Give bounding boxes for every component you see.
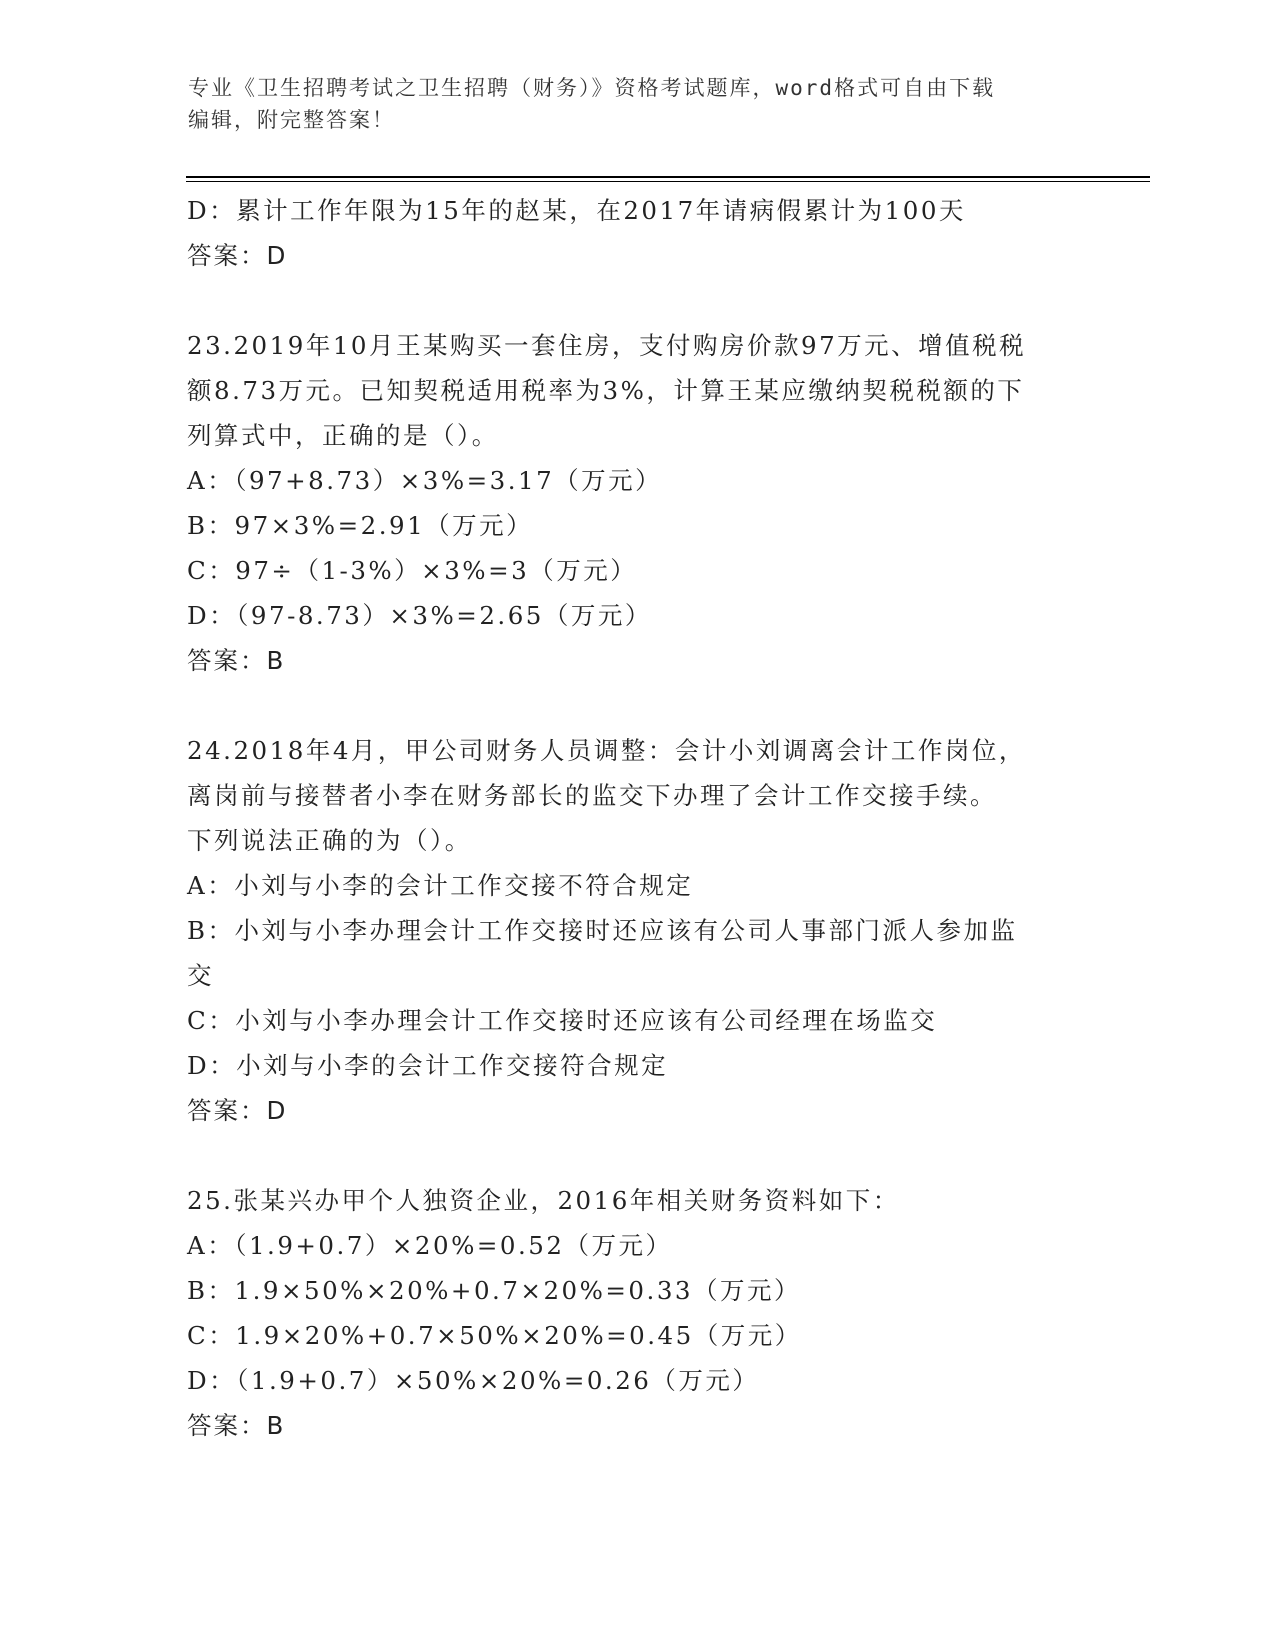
q25-option-b: B：1.9×50%×20%+0.7×20%=0.33（万元） (187, 1276, 801, 1305)
q23-stem-line-2: 额8.73万元。已知契税适用税率为3%，计算王某应缴纳契税税额的下 (187, 376, 1025, 405)
q24-option-a: A：小刘与小李的会计工作交接不符合规定 (187, 871, 694, 900)
q24-option-d: D：小刘与小李的会计工作交接符合规定 (187, 1051, 669, 1080)
header-line-1: 专业《卫生招聘考试之卫生招聘（财务）》资格考试题库，word格式可自由下载 (188, 76, 996, 100)
q24-stem-line-3: 下列说法正确的为（）。 (187, 826, 472, 855)
q23-option-d: D：（97-8.73）×3%=2.65（万元） (187, 601, 652, 630)
q24-stem-line-1: 24.2018年4月，甲公司财务人员调整：会计小刘调离会计工作岗位， (187, 736, 1026, 765)
q22-answer: 答案：D (187, 241, 288, 270)
spacer (187, 278, 1087, 323)
q25-answer: 答案：B (187, 1411, 286, 1440)
question-content (187, 188, 1087, 1448)
q24-option-c: C：小刘与小李办理会计工作交接时还应该有公司经理在场监交 (187, 1006, 938, 1035)
document-header (188, 72, 1088, 136)
header-divider-thick (186, 176, 1150, 178)
question-22-tail (187, 188, 1087, 278)
q25-stem-line-1: 25.张某兴办甲个人独资企业，2016年相关财务资料如下： (187, 1186, 900, 1215)
header-line-2: 编辑，附完整答案！ (188, 108, 395, 132)
spacer (187, 683, 1087, 728)
q23-stem-line-1: 23.2019年10月王某购买一套住房，支付购房价款97万元、增值税税 (187, 331, 1027, 360)
spacer (187, 1133, 1087, 1178)
q24-option-b-line-2: 交 (187, 961, 214, 990)
q22-option-d: D：累计工作年限为15年的赵某，在2017年请病假累计为100天 (187, 196, 966, 225)
question-24 (187, 728, 1087, 1133)
q25-option-a: A：（1.9+0.7）×20%=0.52（万元） (187, 1231, 673, 1260)
q23-option-c: C：97÷（1-3%）×3%=3（万元） (187, 556, 638, 585)
question-25 (187, 1178, 1087, 1448)
q24-answer: 答案：D (187, 1096, 288, 1125)
q25-option-d: D：（1.9+0.7）×50%×20%=0.26（万元） (187, 1366, 760, 1395)
q23-answer: 答案：B (187, 646, 286, 675)
q25-option-c: C：1.9×20%+0.7×50%×20%=0.45（万元） (187, 1321, 802, 1350)
header-divider-thin (186, 181, 1150, 182)
q23-option-a: A：（97+8.73）×3%=3.17（万元） (187, 466, 663, 495)
q24-option-b-line-1: B：小刘与小李办理会计工作交接时还应该有公司人事部门派人参加监 (187, 916, 1018, 945)
q23-stem-line-3: 列算式中，正确的是（）。 (187, 421, 499, 450)
q24-stem-line-2: 离岗前与接替者小李在财务部长的监交下办理了会计工作交接手续。 (187, 781, 997, 810)
q23-option-b: B：97×3%=2.91（万元） (187, 511, 534, 540)
question-23 (187, 323, 1087, 683)
